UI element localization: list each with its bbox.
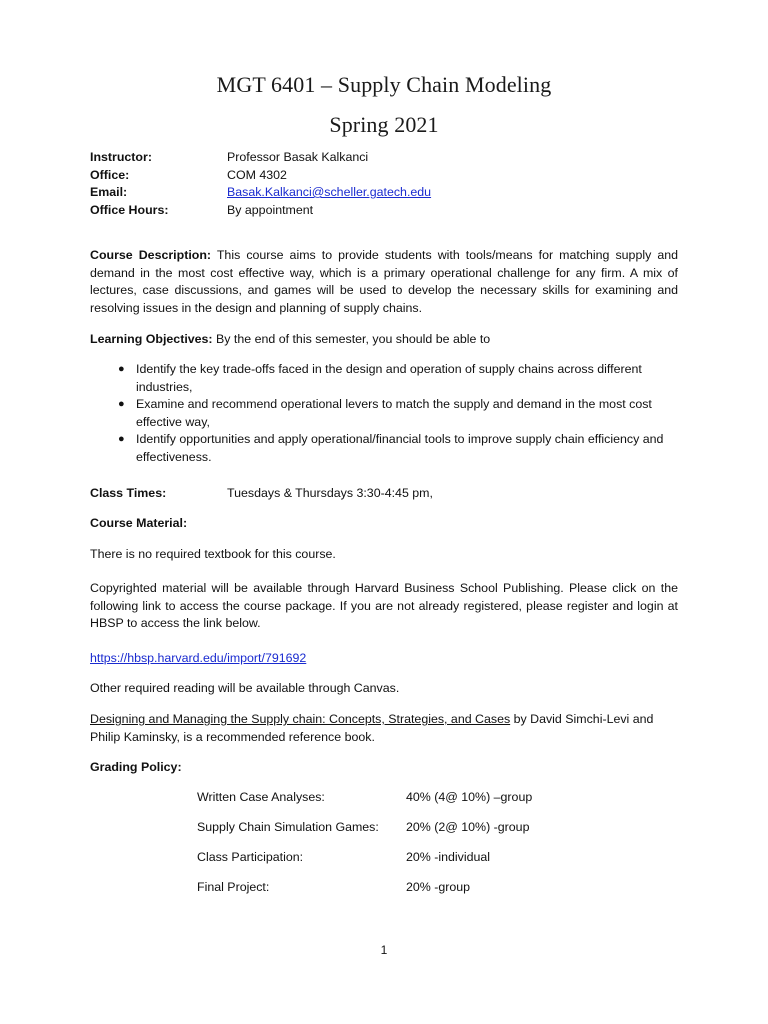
class-times	[90, 485, 433, 503]
reference-book	[90, 711, 678, 746]
grading-row	[197, 789, 532, 807]
info-row-instructor	[90, 149, 431, 167]
email-label: Email:	[90, 185, 128, 199]
bullet-icon: ●	[118, 433, 125, 445]
learning-objectives-label: Learning Objectives:	[90, 332, 213, 346]
grading-item-label: Written Case Analyses:	[197, 790, 325, 804]
grading-item-value: 20% (2@ 10%) -group	[406, 820, 530, 834]
class-times-label: Class Times:	[90, 486, 167, 500]
office-hours-label: Office Hours:	[90, 202, 169, 217]
objective-text: Identify the key trade-offs faced in the design and operation of supply chains across different industries,	[136, 362, 642, 394]
grading-row	[197, 879, 470, 897]
grading-item-label: Class Participation:	[197, 850, 304, 864]
grading-item-value: 20% -group	[406, 880, 471, 894]
grading-item-value: 40% (4@ 10%) –group	[406, 790, 533, 804]
objective-text: Examine and recommend operational levers to match the supply and demand in the most cost effective way,	[136, 397, 652, 429]
instructor-info	[90, 149, 431, 219]
list-item	[118, 431, 678, 466]
list-item	[118, 396, 678, 431]
course-material-heading: Course Material:	[90, 516, 188, 530]
list-item	[118, 361, 678, 396]
reference-book-rest: by David Simchi-Levi and Philip Kaminsky, is a recommended reference book.	[90, 712, 654, 744]
grading-item-label: Final Project:	[197, 880, 270, 894]
bullet-icon: ●	[118, 363, 125, 375]
instructor-label: Instructor:	[90, 150, 152, 164]
grading-policy-heading: Grading Policy:	[90, 760, 182, 774]
grading-item-label: Supply Chain Simulation Games:	[197, 820, 379, 834]
course-description-text: This course aims to provide students with tools/means for matching supply and demand in the most cost effective way, which is a primary operational challenge for any firm. A mix of lectures, case discussions, and games will be used to develop the necessary skills for examining and resolving issues in the design and planning of supply chains.	[90, 248, 679, 315]
bullet-icon: ●	[118, 398, 125, 410]
canvas-reading-text: Other required reading will be available through Canvas.	[90, 681, 400, 695]
course-title: MGT 6401 – Supply Chain Modeling	[216, 72, 552, 97]
grading-item-value: 20% -individual	[406, 850, 491, 864]
learning-objectives-text: By the end of this semester, you should be able to	[216, 332, 491, 346]
objective-text: Identify opportunities and apply operational/financial tools to improve supply chain efficiency and effectiveness.	[136, 432, 664, 464]
learning-objectives	[90, 331, 678, 349]
course-description	[90, 247, 678, 317]
page-number: 1	[380, 943, 388, 957]
office-value: COM 4302	[227, 167, 287, 182]
grading-row	[197, 819, 529, 837]
grading-row	[197, 849, 490, 867]
instructor-value: Professor Basak Kalkanci	[227, 150, 369, 164]
office-label: Office:	[90, 167, 130, 182]
hbsp-link[interactable]: https://hbsp.harvard.edu/import/791692	[90, 651, 307, 665]
course-description-label: Course Description:	[90, 248, 212, 262]
info-row-office-hours	[90, 202, 431, 220]
reference-book-title: Designing and Managing the Supply chain: Concepts, Strategies, and Cases	[90, 712, 511, 726]
copyright-paragraph: Copyrighted material will be available through Harvard Business School Publishing. Please click on the following link to access the course package. If you are not already registered, please register and login at HBSP to access the link below.	[90, 581, 678, 630]
class-times-value: Tuesdays & Thursdays 3:30-4:45 pm,	[227, 486, 433, 500]
office-hours-value: By appointment	[227, 202, 314, 217]
semester-subtitle: Spring 2021	[329, 112, 439, 137]
info-row-office	[90, 167, 431, 185]
info-row-email	[90, 184, 431, 202]
objectives-list	[118, 361, 678, 466]
email-link[interactable]: Basak.Kalkanci@scheller.gatech.edu	[227, 185, 432, 199]
no-textbook-text: There is no required textbook for this course.	[90, 547, 336, 561]
